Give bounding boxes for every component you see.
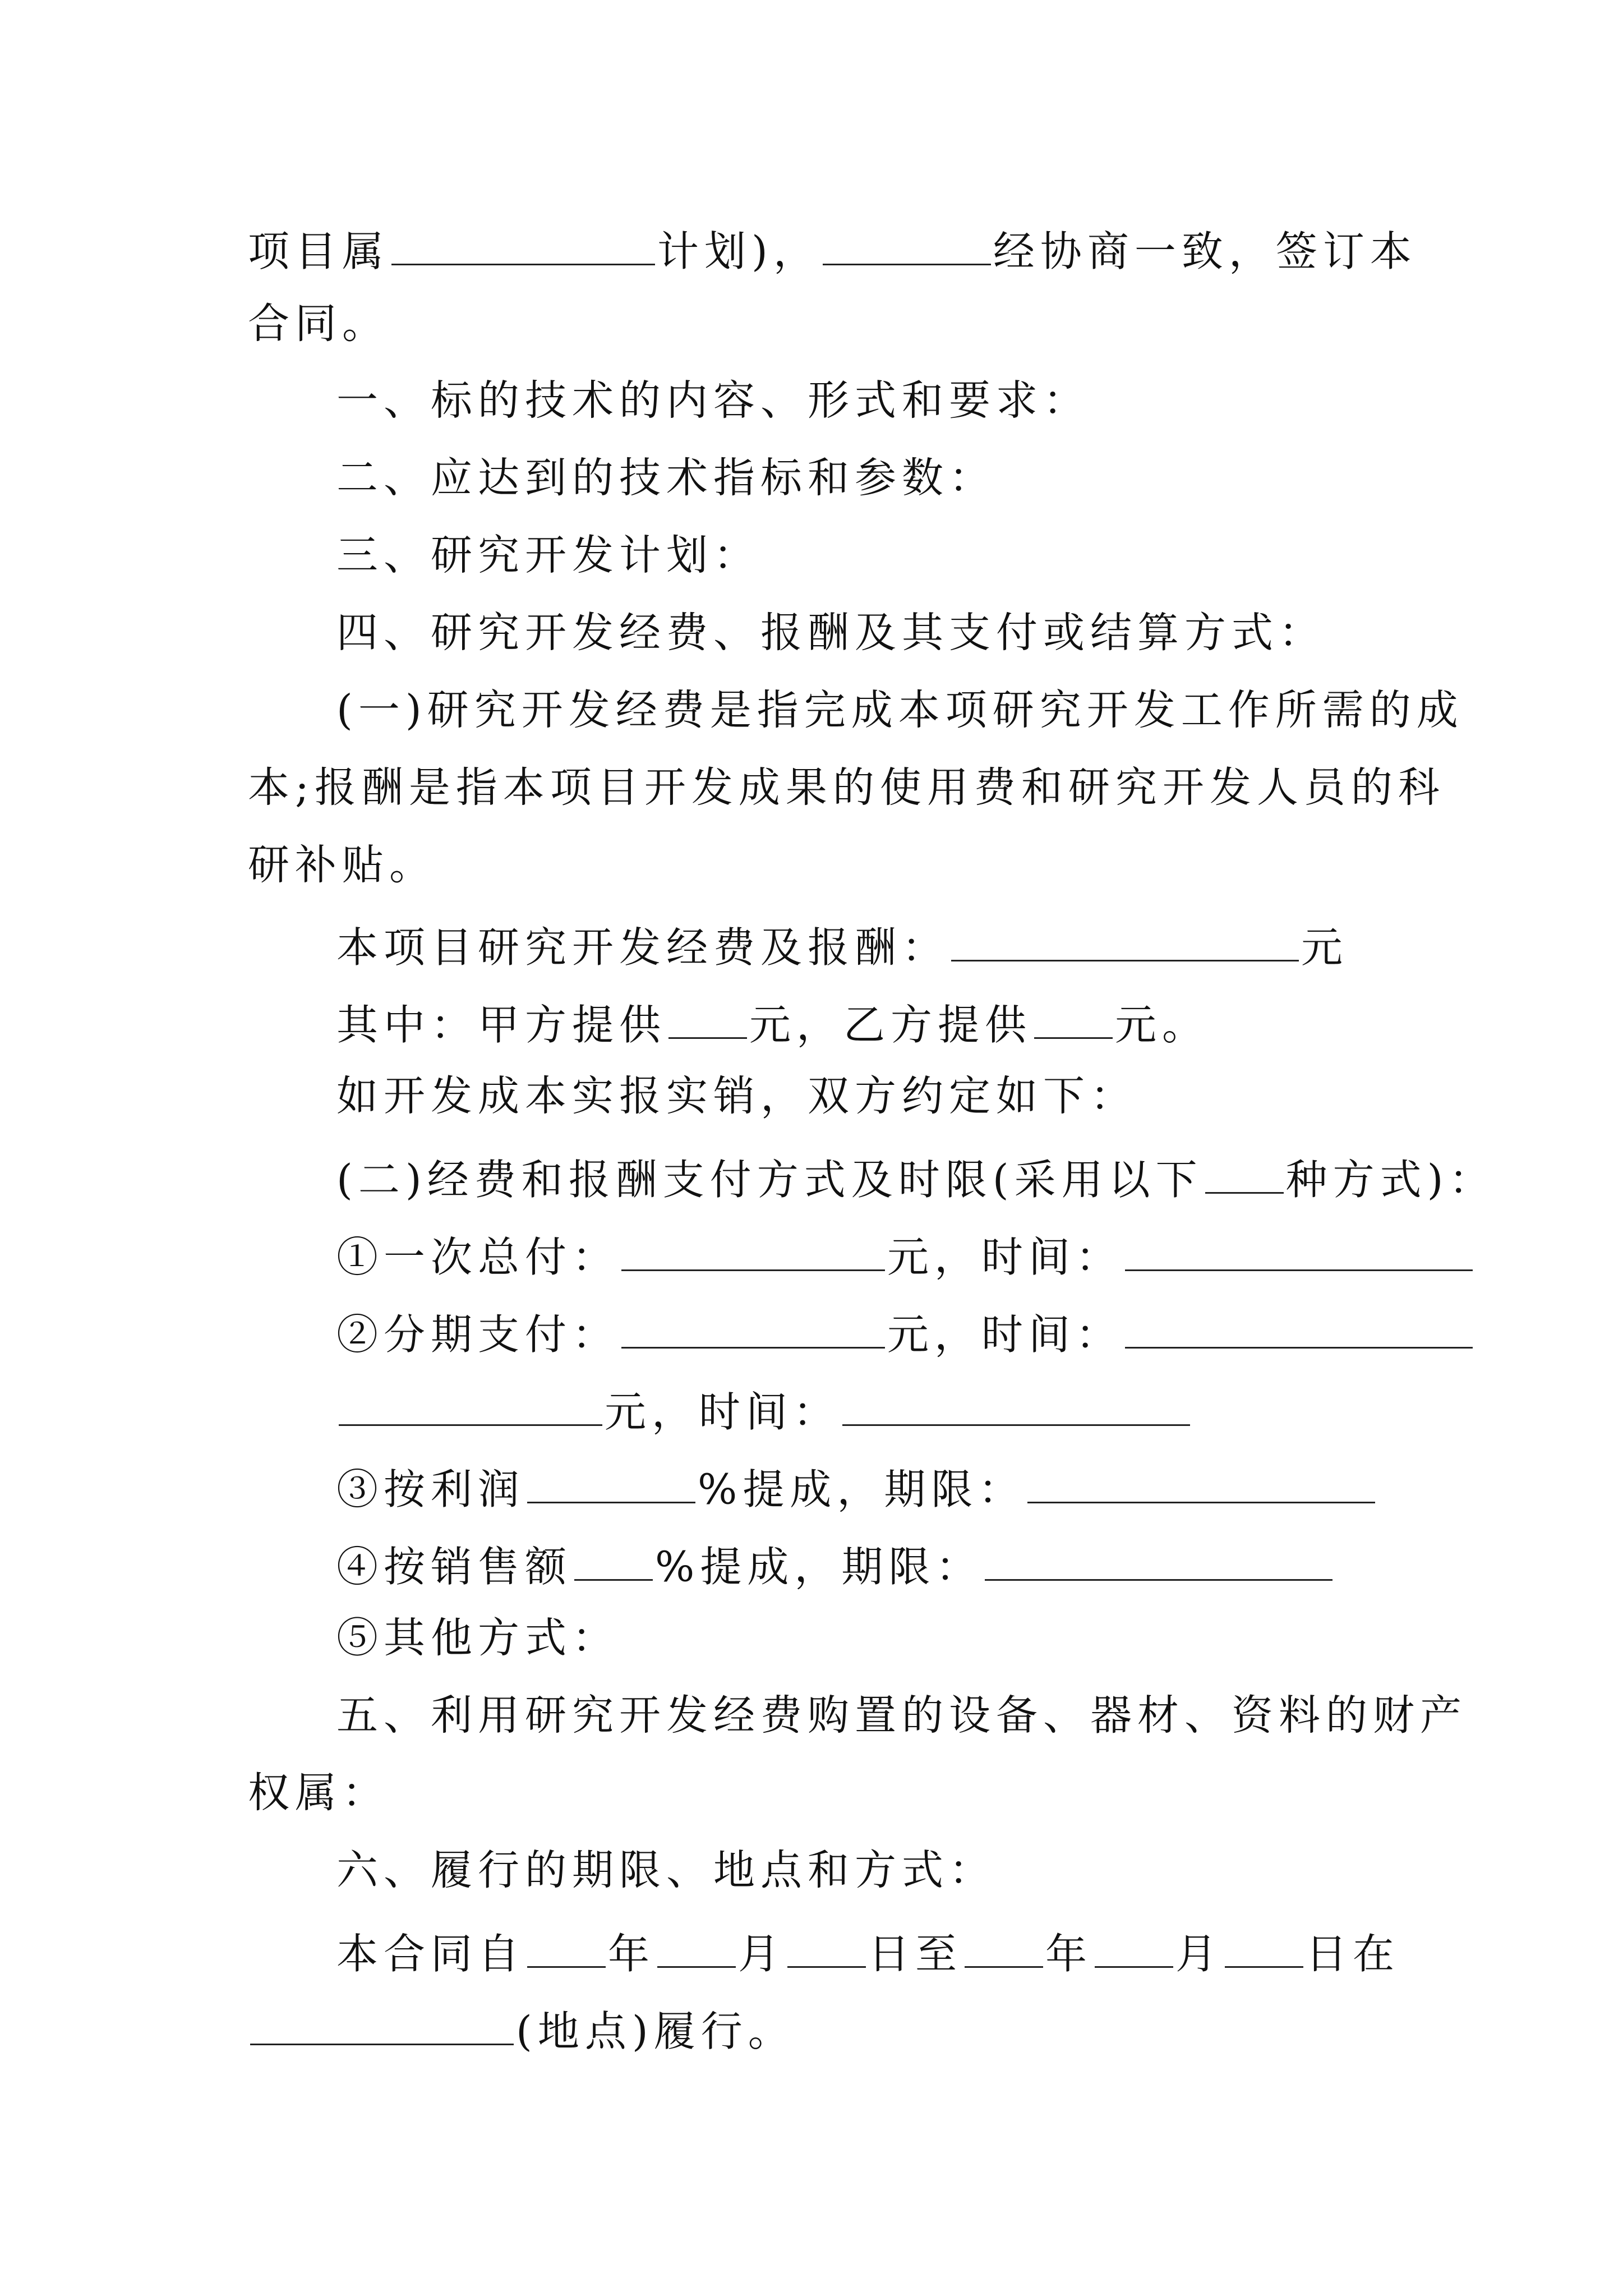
text: 元 <box>1301 923 1348 972</box>
text: 年 <box>608 1930 655 1978</box>
option-other: ⑤其他方式： <box>336 1614 619 1662</box>
blank-end-year[interactable] <box>965 1927 1043 1968</box>
blank-location[interactable] <box>250 2004 514 2045</box>
blank-method-choice[interactable] <box>1205 1153 1284 1194</box>
blank-parties[interactable] <box>823 224 991 265</box>
blank-plan-name[interactable] <box>391 224 655 265</box>
blank-party-a-amount[interactable] <box>668 998 747 1039</box>
text: ①一次总付： <box>336 1233 619 1282</box>
paragraph-line: 研补贴。 <box>248 841 436 889</box>
blank-profit-percent[interactable] <box>527 1462 695 1503</box>
blank-installment-time[interactable] <box>1125 1308 1473 1349</box>
text: 本合同自 <box>336 1930 525 1978</box>
text: ④按销售额 <box>336 1543 572 1591</box>
text: 元，时间： <box>887 1310 1123 1359</box>
text: (地点)履行。 <box>516 2007 795 2056</box>
clause-intro-cont: 合同。 <box>248 300 389 348</box>
blank-installment-amount[interactable] <box>621 1308 885 1349</box>
term-location-line <box>248 2004 795 2056</box>
text: 经协商一致，签订本 <box>993 227 1417 276</box>
text: 计划)， <box>657 227 820 276</box>
text: 其中：甲方提供 <box>336 1001 666 1050</box>
text: 月 <box>1175 1930 1223 1978</box>
text: 元，时间： <box>887 1233 1123 1282</box>
text: %提成，期限： <box>655 1543 983 1591</box>
text: 月 <box>738 1930 785 1978</box>
section-4-heading: 四、研究开发经费、报酬及其支付或结算方式： <box>336 609 1326 657</box>
option-lump-sum <box>336 1230 1475 1282</box>
blank-party-b-amount[interactable] <box>1034 998 1113 1039</box>
blank-end-month[interactable] <box>1095 1927 1173 1968</box>
blank-lump-sum-amount[interactable] <box>621 1230 885 1271</box>
blank-end-day[interactable] <box>1225 1927 1303 1968</box>
text: %提成，期限： <box>698 1465 1026 1514</box>
blank-profit-term[interactable] <box>1027 1462 1375 1503</box>
text: 本项目研究开发经费及报酬： <box>336 923 949 972</box>
payment-method-line <box>336 1153 1496 1204</box>
section-1-heading: 一、标的技术的内容、形式和要求： <box>336 376 1090 425</box>
section-5-heading-cont: 权属： <box>248 1769 389 1817</box>
section-2-heading: 二、应达到的技术指标和参数： <box>336 454 996 502</box>
paragraph-line: (一)研究开发经费是指完成本项研究开发工作所需的成 <box>336 686 1464 734</box>
text: ③按利润 <box>336 1465 525 1514</box>
blank-installment-amount-2[interactable] <box>339 1385 602 1426</box>
funding-total-line <box>336 921 1348 972</box>
text: 元，乙方提供 <box>749 1001 1032 1050</box>
text: (二)经费和报酬支付方式及时限(采用以下 <box>336 1156 1203 1204</box>
blank-lump-sum-time[interactable] <box>1125 1230 1473 1271</box>
text: 年 <box>1045 1930 1092 1978</box>
blank-start-year[interactable] <box>527 1927 606 1968</box>
option-profit-share <box>336 1462 1377 1514</box>
blank-sales-percent[interactable] <box>574 1540 653 1581</box>
option-sales-share <box>336 1540 1335 1591</box>
blank-funding-total[interactable] <box>951 921 1299 961</box>
text: 项目属 <box>248 227 389 276</box>
text: 种方式)： <box>1285 1156 1496 1204</box>
clause-intro-line <box>248 224 1417 276</box>
section-3-heading: 三、研究开发计划： <box>336 531 760 579</box>
section-5-heading: 五、利用研究开发经费购置的设备、器材、资料的财产 <box>336 1691 1467 1740</box>
term-dates-line <box>336 1927 1400 1978</box>
blank-start-day[interactable] <box>787 1927 866 1968</box>
text: ②分期支付： <box>336 1310 619 1359</box>
option-installment <box>336 1308 1475 1359</box>
text: 元，时间： <box>605 1388 840 1437</box>
blank-start-month[interactable] <box>657 1927 736 1968</box>
funding-split-line <box>336 998 1209 1050</box>
text: 日至 <box>868 1930 962 1978</box>
text: 日在 <box>1306 1930 1400 1978</box>
paragraph-line: 本;报酬是指本项目开发成果的使用费和研究开发人员的科 <box>248 763 1445 812</box>
cost-agreement-line: 如开发成本实报实销，双方约定如下： <box>336 1072 1137 1120</box>
text: 元。 <box>1115 1001 1209 1050</box>
option-installment-cont <box>336 1385 1192 1437</box>
blank-installment-time-2[interactable] <box>842 1385 1190 1426</box>
blank-sales-term[interactable] <box>985 1540 1332 1581</box>
section-6-heading: 六、履行的期限、地点和方式： <box>336 1846 996 1894</box>
